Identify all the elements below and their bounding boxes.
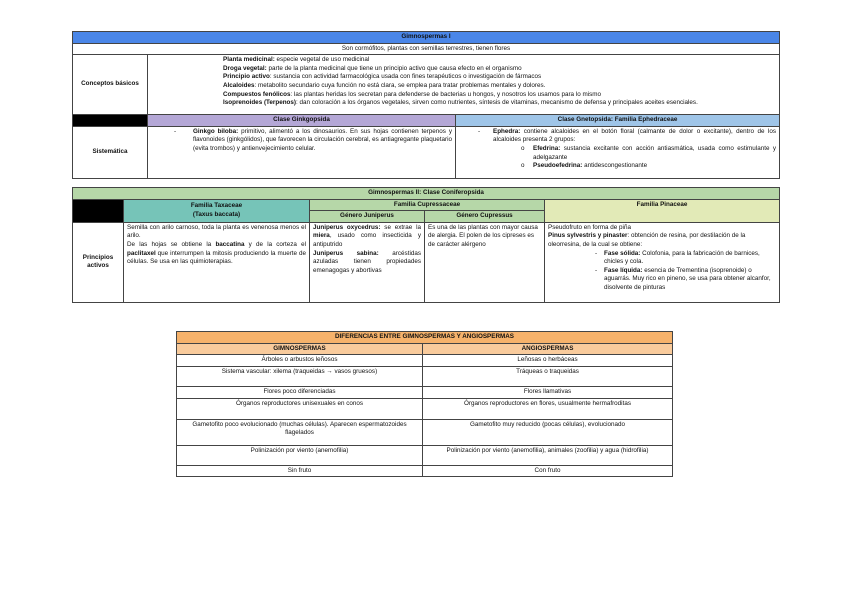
cell-angio: Órganos reproductores en flores, usualmente hermafroditas [423, 398, 673, 419]
ephedra-cell [456, 126, 780, 178]
cell-angio: Con fruto [423, 465, 673, 477]
cupressus-cell: Es una de las plantas con mayor causa de alergia. El polen de los cipreses es de carácter alérgeno [425, 222, 545, 302]
ginkgo-cell [148, 126, 456, 178]
black-corner-cell [73, 199, 124, 222]
table-title: Gimnospermas II: Clase Coniferopsida [73, 188, 780, 200]
conceptos-label: Conceptos básicos [73, 55, 148, 115]
ginkgo-item: - Ginkgo biloba: primitivo, alimentó a los dinosaurios. En sus hojas contienen terpenos y flavonoides (ginkgólidos), que favorecen la circulación cerebral, es antiagregante plaquetario (evita trombos) y antienvejecimiento celular. [171, 128, 452, 154]
col-header-angiospermas: ANGIOSPERMAS [423, 343, 673, 355]
table-title: DIFERENCIAS ENTRE GIMNOSPERMAS Y ANGIOSPERMAS [177, 332, 673, 344]
taxaceae-cell: Semilla con arilo carnoso, toda la planta es venenosa menos el arilo. De las hojas se obtiene la baccatina y de la corteza el paclitaxel que interrumpen la mitosis produciendo la muerte de células. Se usa en las quimioterapias. [124, 222, 310, 302]
concepto-item: Droga vegetal: parte de la planta medicinal que tiene un principio activo que causa efecto en el organismo [223, 64, 522, 72]
table-row [177, 387, 673, 399]
efedrina-item: o Efedrina: sustancia excitante con acción antiasmática, usada como estimulante y adelgazante [499, 145, 776, 162]
pinaceae-cell: Pseudofruto en forma de piña Pinus sylvestris y pinaster: obtención de resina, por destilación de la oleorresina, de la cual se obtiene: - Fase sólida: Colofonia, para la fabricación de barnices, chicles y cola. - Fase líquida: esencia de Trementina (isoprenoide) o aguarrás. Muy rico en pineno, se usa para obtener alcanfor, disolvente de pinturas [545, 222, 780, 302]
diferencias-table [176, 331, 673, 477]
familia-pinaceae-header: Familia Pinaceae [545, 199, 780, 222]
cell-gimno: Gametofito poco evolucionado (muchas células). Aparecen espermatozoides flagelados [177, 419, 423, 445]
cell-gimno: Sin fruto [177, 465, 423, 477]
table-row [177, 465, 673, 477]
sistematica-label: Sistemática [73, 126, 148, 178]
table-subtitle: Son cormófitos, plantas con semillas terrestres, tienen flores [73, 43, 780, 55]
familia-taxaceae-header: Familia Taxaceae (Taxus baccata) [124, 199, 310, 222]
concepto-item: Isoprenoides (Terpenos): dan coloración a los órganos vegetales, sirven como nutrientes, síntesis de vitaminas, mecanismo de defensa y principales aceites esenciales. [223, 99, 698, 107]
cell-angio: Tráqueas o traqueidas [423, 367, 673, 387]
cell-gimno: Órganos reproductores unisexuales en conos [177, 398, 423, 419]
cell-gimno: Árboles o arbustos leñosos [177, 355, 423, 367]
table-row [177, 367, 673, 387]
genero-juniperus-header: Género Juniperus [310, 211, 425, 223]
table-row [177, 445, 673, 465]
gimnospermas-ii-table [72, 187, 780, 303]
cell-angio: Leñosas o herbáceas [423, 355, 673, 367]
gimnospermas-i-table [72, 31, 780, 179]
juniperus-cell: Juniperus oxycedrus: se extrae la miera, usado como insecticida y antiputrido Juniperus sabina: arcéstidas azuladas tienen propiedades emenagogas y abortivas [310, 222, 425, 302]
fase-liquida-item: - Fase líquida: esencia de Trementina (isoprenoide) o aguarrás. Muy rico en pineno, se usa para obtener alcanfor, disolvente de pinturas [592, 267, 776, 293]
conceptos-cell [148, 55, 780, 115]
cell-angio: Gametofito muy reducido (pocas células), evolucionado [423, 419, 673, 445]
clase-ginkgo-header: Clase Ginkgopsida [148, 115, 456, 127]
principios-activos-label: Principios activos [73, 222, 124, 302]
table-row [177, 398, 673, 419]
clase-gnet-header: Clase Gnetopsida: Familia Ephedraceae [456, 115, 780, 127]
concepto-item: Compuestos fenólicos: las plantas heridas los secretan para defenderse de bacterias u hongos, y nosotros los usamos para lo mismo [223, 90, 601, 98]
black-corner-cell [73, 115, 148, 127]
cell-gimno: Sistema vascular: xilema (traqueidas → vasos gruesos) [177, 367, 423, 387]
cell-angio: Flores llamativas [423, 387, 673, 399]
table-title: Gimnospermas I [73, 32, 780, 44]
fase-solida-item: - Fase sólida: Colofonia, para la fabricación de barnices, chicles y cola. [592, 250, 776, 267]
col-header-gimnospermas: GIMNOSPERMAS [177, 343, 423, 355]
cell-gimno: Polinización por viento (anemofilia) [177, 445, 423, 465]
concepto-item: Principio activo: sustancia con actividad farmacológica usada con fines terapéuticos o investigación de fármacos [223, 73, 542, 81]
ephedra-item: - Ephedra: contiene alcaloides en el botón floral (calmante de dolor o excitante), dentro de los alcaloides presenta 2 grupos: [475, 128, 776, 145]
table-row [177, 355, 673, 367]
concepto-item: Alcaloides: metabolito secundario cuya función no está clara, se emplea para tratar problemas mentales y dolores. [223, 81, 546, 89]
cell-gimno: Flores poco diferenciadas [177, 387, 423, 399]
cell-angio: Polinización por viento (anemofilia), animales (zoofilia) y agua (hidrofilia) [423, 445, 673, 465]
genero-cupressus-header: Género Cupressus [425, 211, 545, 223]
concepto-item: Planta medicinal: especie vegetal de uso medicinal [223, 56, 370, 64]
familia-cupressaceae-header: Familia Cupressaceae [310, 199, 545, 211]
table-row [177, 419, 673, 445]
pseudoefedrina-item: o Pseudoefedrina: antidescongestionante [499, 162, 776, 171]
